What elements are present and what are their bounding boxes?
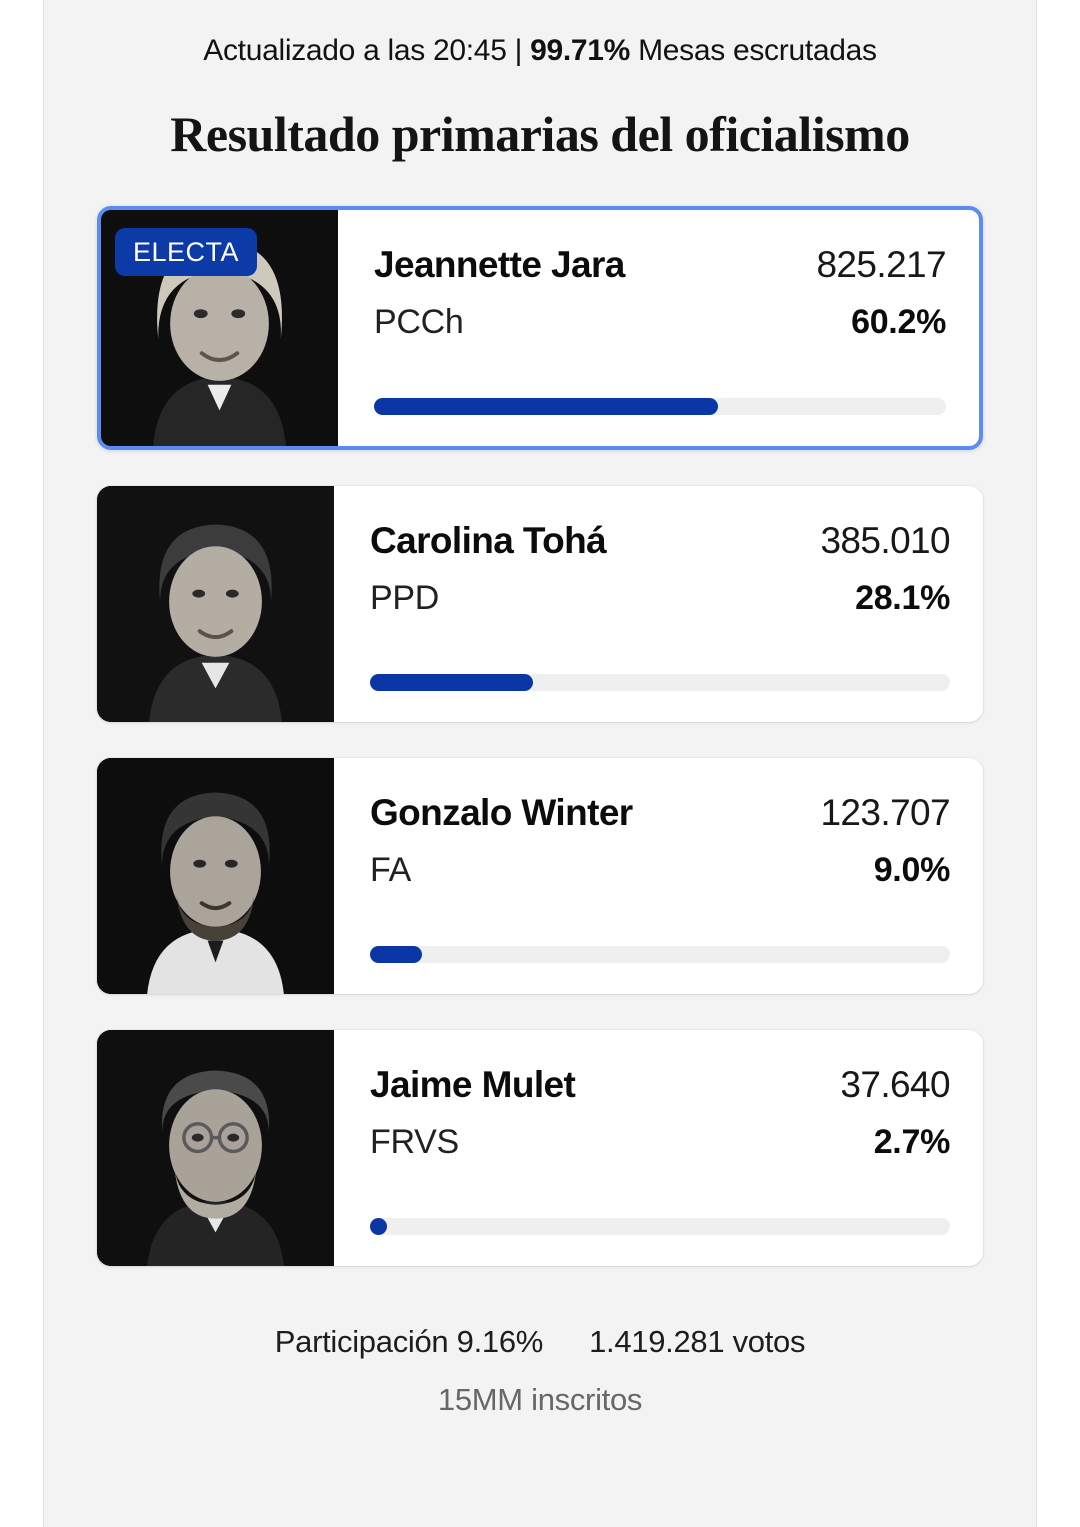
vote-progress-track: [374, 398, 946, 415]
candidate-details: [338, 210, 979, 446]
candidate-details: [334, 486, 983, 722]
vote-progress-track: [370, 674, 950, 691]
candidate-photo: [97, 486, 334, 722]
candidate-card-jara: [97, 206, 983, 450]
vote-progress-track: [370, 946, 950, 963]
portrait-illustration: [97, 1030, 334, 1266]
elected-badge: ELECTA: [115, 228, 257, 276]
percent-label: 28.1%: [855, 579, 950, 617]
candidate-details: [334, 758, 983, 994]
candidate-name: Jeannette Jara: [374, 244, 625, 285]
page-title: Resultado primarias del oficialismo: [170, 106, 910, 162]
vote-count: 385.010: [820, 520, 950, 561]
candidate-details: [334, 1030, 983, 1266]
vote-count: 123.707: [820, 792, 950, 833]
vote-progress-fill: [370, 1218, 387, 1235]
candidate-card-winter: [97, 758, 983, 994]
participation-stat: Participación 9.16%: [274, 1324, 544, 1359]
candidate-name: Jaime Mulet: [370, 1064, 576, 1105]
vote-count: 37.640: [840, 1064, 950, 1105]
registered-stat: 15MM inscritos: [437, 1382, 643, 1417]
party-label: FA: [370, 851, 411, 889]
candidate-card-mulet: [97, 1030, 983, 1266]
candidate-list: [97, 206, 983, 1266]
candidate-photo: [101, 210, 338, 446]
vote-count: 825.217: [816, 244, 946, 285]
candidate-photo: [97, 1030, 334, 1266]
candidate-name: Gonzalo Winter: [370, 792, 633, 833]
total-votes-stat: 1.419.281 votos: [589, 1324, 806, 1359]
party-label: FRVS: [370, 1123, 459, 1161]
party-label: PPD: [370, 579, 440, 617]
vote-progress-fill: [370, 946, 422, 963]
participation-row: [44, 1324, 1036, 1360]
results-widget: [43, 0, 1037, 1527]
tables-counted-pct: 99.71%: [530, 34, 631, 67]
vote-progress-fill: [370, 674, 533, 691]
updated-time: Actualizado a las 20:45: [203, 34, 507, 67]
status-divider: |: [514, 34, 523, 67]
portrait-illustration: [97, 486, 334, 722]
portrait-illustration: [97, 758, 334, 994]
percent-label: 60.2%: [851, 303, 946, 341]
candidate-name: Carolina Tohá: [370, 520, 607, 561]
candidate-photo: [97, 758, 334, 994]
percent-label: 9.0%: [873, 851, 950, 889]
tables-counted-label: Mesas escrutadas: [638, 34, 877, 67]
vote-progress-fill: [374, 398, 718, 415]
vote-progress-track: [370, 1218, 950, 1235]
status-line: [44, 32, 1036, 70]
candidate-card-toha: [97, 486, 983, 722]
party-label: PCCh: [374, 303, 464, 341]
percent-label: 2.7%: [873, 1123, 950, 1161]
